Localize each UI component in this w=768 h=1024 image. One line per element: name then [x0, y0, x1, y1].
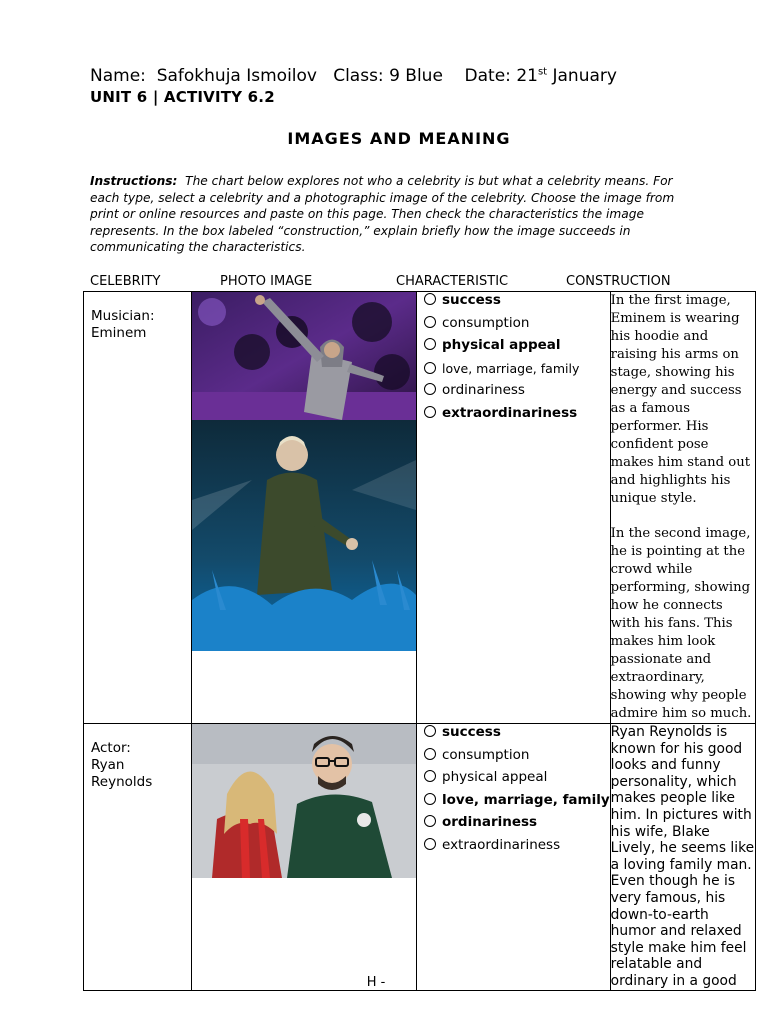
- construction-paragraph-1: In the first image, Eminem is wearing his hoodie and raising his arms on stage, showing his energy and success as a famous performer. His confident pose makes him stand out and highlights his unique style.: [610, 293, 750, 506]
- ryan-reynolds-photo: [192, 724, 416, 878]
- photo-cell: [192, 724, 417, 991]
- date-month: January: [552, 66, 617, 86]
- page-title: IMAGES AND MEANING: [287, 129, 511, 148]
- checkbox-love-marriage-family[interactable]: love, marriage, family: [417, 792, 610, 815]
- instructions-text: The chart below explores not who a celebrity is but what a celebrity means. For each type, select a celebrity and a photographic image of the celebrity. Choose the image from print or online resources and paste on this page. Then check the characteristics the image represents. In the box labeled “construction,” explain briefly how the image succeeds in communicating the characteristics.: [90, 174, 675, 254]
- radio-icon: [424, 770, 436, 782]
- instructions: [90, 173, 690, 256]
- column-header-photo: PHOTO IMAGE: [220, 274, 313, 289]
- date-label: Date:: [464, 66, 511, 86]
- checkbox-success[interactable]: success: [417, 724, 610, 747]
- checkbox-ordinariness[interactable]: ordinariness: [417, 814, 610, 837]
- eminem-stage-photo-2: [192, 420, 416, 651]
- class-value: 9 Blue: [389, 66, 443, 86]
- checkbox-success[interactable]: success: [417, 292, 610, 315]
- construction-paragraph-2: In the second image, he is pointing at the crowd while performing, showing how he connects with his fans. This makes him look passionate and extraordinary, showing why people admire him so much.: [610, 526, 752, 721]
- radio-icon: [424, 293, 436, 305]
- class-label: Class:: [333, 66, 384, 86]
- checkbox-love-marriage-family[interactable]: love, marriage, family: [417, 360, 610, 383]
- column-header-characteristic: CHARACTERISTIC: [396, 274, 509, 289]
- radio-icon: [424, 338, 436, 350]
- celebrity-name-first: Ryan: [91, 757, 125, 773]
- radio-icon: [424, 383, 436, 395]
- construction-cell: [610, 724, 755, 991]
- date-suffix: st: [537, 66, 548, 78]
- construction-text: Ryan Reynolds is known for his good looks and funny personality, which makes people like him. In pictures with his wife, Blake Lively, he seems like a loving family man. Even though he is very famous, his down-to-earth humor and relaxed style make him feel relatable and ordinary in a good: [610, 724, 755, 989]
- checkbox-consumption[interactable]: consumption: [417, 315, 610, 338]
- eminem-stage-photo-1: [192, 292, 416, 420]
- celebrity-type: Musician:: [91, 308, 155, 324]
- instructions-label: Instructions:: [90, 174, 178, 188]
- table-row-eminem: [84, 292, 756, 724]
- construction-cell: [610, 292, 755, 724]
- column-header-celebrity: CELEBRITY: [90, 274, 161, 289]
- characteristic-cell: [417, 724, 611, 991]
- radio-icon: [424, 362, 436, 374]
- name-label: Name:: [90, 66, 146, 86]
- photo-cell: [192, 292, 417, 724]
- checkbox-physical-appeal[interactable]: physical appeal: [417, 337, 610, 360]
- celebrity-cell: [84, 292, 192, 724]
- celebrity-cell: [84, 724, 192, 991]
- celebrity-chart: [83, 291, 756, 991]
- table-row-ryan-reynolds: [84, 724, 756, 991]
- radio-icon: [424, 316, 436, 328]
- column-header-construction: CONSTRUCTION: [566, 274, 671, 289]
- radio-icon: [424, 793, 436, 805]
- checkbox-ordinariness[interactable]: ordinariness: [417, 382, 610, 405]
- page-footer: H -: [366, 975, 386, 990]
- unit-title: UNIT 6 | ACTIVITY 6.2: [90, 88, 275, 106]
- radio-icon: [424, 748, 436, 760]
- student-name: Safokhuja Ismoilov: [156, 66, 317, 86]
- celebrity-name: Eminem: [91, 325, 147, 341]
- characteristic-cell: [417, 292, 611, 724]
- date-day: 21: [516, 66, 538, 86]
- checkbox-extraordinariness[interactable]: extraordinariness: [417, 405, 610, 428]
- radio-icon: [424, 725, 436, 737]
- radio-icon: [424, 838, 436, 850]
- checkbox-extraordinariness[interactable]: extraordinariness: [417, 837, 610, 860]
- celebrity-type: Actor:: [91, 740, 131, 756]
- checkbox-physical-appeal[interactable]: physical appeal: [417, 769, 610, 792]
- checkbox-consumption[interactable]: consumption: [417, 747, 610, 770]
- header-line: [90, 66, 617, 86]
- celebrity-name-last: Reynolds: [91, 774, 153, 790]
- radio-icon: [424, 406, 436, 418]
- radio-icon: [424, 815, 436, 827]
